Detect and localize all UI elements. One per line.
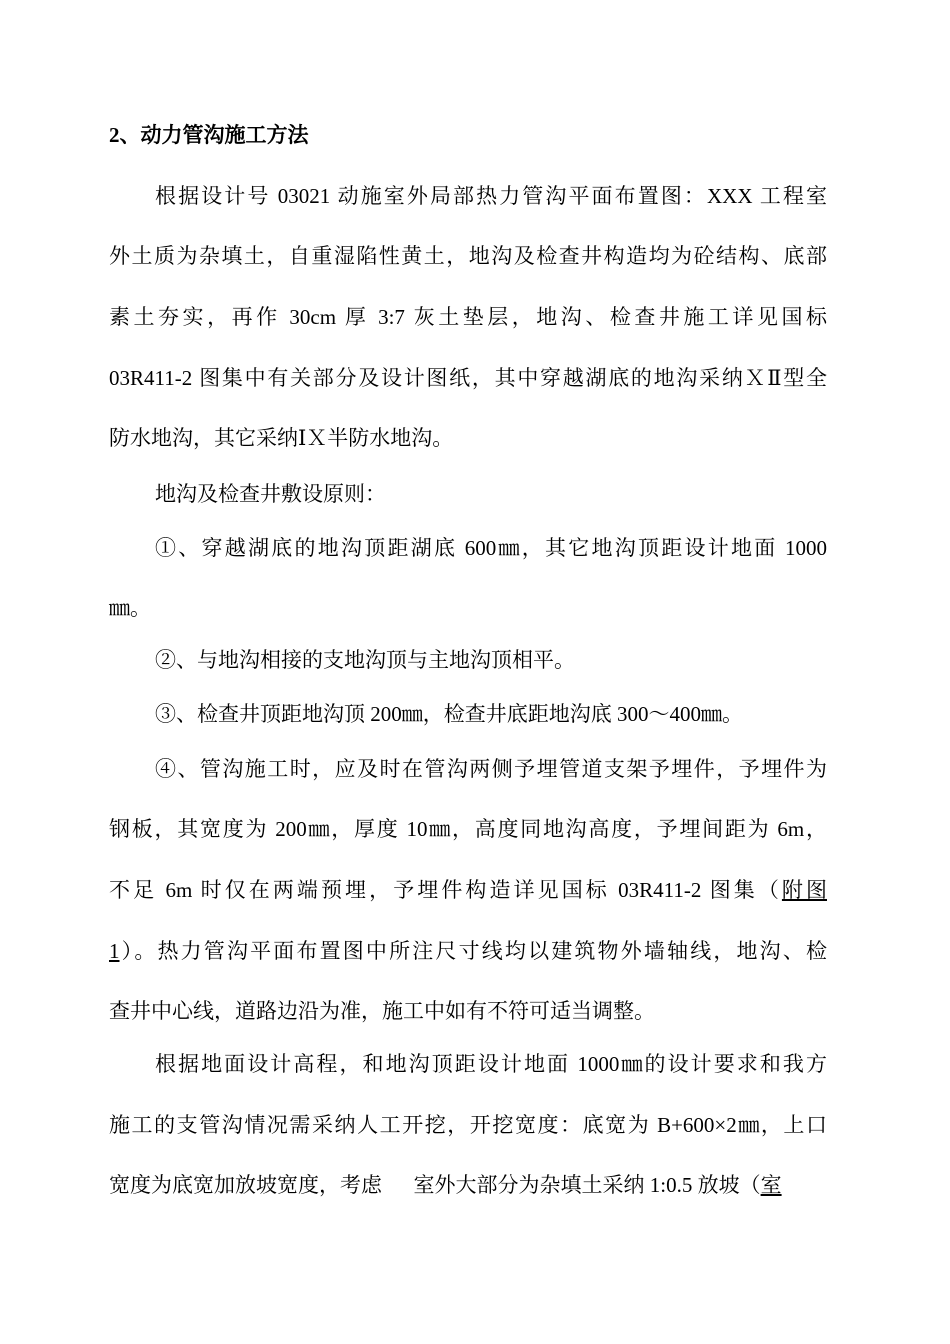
- list-item-line: ㎜。: [109, 596, 151, 620]
- paragraph-line: 防水地沟，其它采纳ⅠＸ半防水地沟。: [109, 426, 454, 450]
- list-item-line: 查井中心线，道路边沿为准，施工中如有不符可适当调整。: [109, 999, 655, 1023]
- list-item-line: [109, 876, 827, 904]
- list-item-line: ①、穿越湖底的地沟顶距湖底 600㎜，其它地沟顶距设计地面 1000: [155, 536, 827, 560]
- paragraph-line: 03R411-2 图集中有关部分及设计图纸，其中穿越湖底的地沟采纳ＸⅡ型全: [109, 366, 827, 390]
- list-item-line: ④、管沟施工时，应及时在管沟两侧予埋管道支架予埋件，予埋件为: [155, 757, 827, 781]
- appendix-link[interactable]: 附图: [781, 878, 827, 902]
- list-item-line: 钢板，其宽度为 200㎜，厚度 10㎜，高度同地沟高度，予埋间距为 6m，: [109, 817, 827, 841]
- paragraph-line: 素土夯实，再作 30cm 厚 3:7 灰土垫层，地沟、检查井施工详见国标: [109, 305, 827, 329]
- paragraph-line: 外土质为杂填土，自重湿陷性黄土，地沟及检查井构造均为砼结构、底部: [109, 244, 827, 268]
- paragraph-line: 根据地面设计高程，和地沟顶距设计地面 1000㎜的设计要求和我方: [155, 1052, 827, 1076]
- text-segment: 不足 6m 时仅在两端预埋，予埋件构造详见国标 03R411-2 图集（: [109, 878, 782, 902]
- list-item-line: ③、检查井顶距地沟顶 200㎜，检查井底距地沟底 300～400㎜。: [155, 702, 743, 726]
- paragraph-line: [109, 1171, 782, 1199]
- text-segment: ）。热力管沟平面布置图中所注尺寸线均以建筑物外墙轴线，地沟、检: [119, 939, 827, 963]
- paragraph-line: 根据设计号 03021 动施室外局部热力管沟平面布置图：XXX 工程室: [155, 184, 827, 208]
- paragraph-line: 施工的支管沟情况需采纳人工开挖，开挖宽度：底宽为 B+600×2㎜，上口: [109, 1113, 827, 1137]
- text-segment: 宽度为底宽加放坡宽度，考虑 室外大部分为杂填土采纳 1:0.5 放坡（: [109, 1173, 761, 1197]
- appendix-link[interactable]: 室: [760, 1173, 782, 1197]
- appendix-link[interactable]: 1: [109, 939, 120, 963]
- list-item-line: ②、与地沟相接的支地沟顶与主地沟顶相平。: [155, 648, 575, 672]
- list-item-line: [109, 937, 827, 965]
- section-heading: 2、动力管沟施工方法: [109, 123, 309, 147]
- paragraph-line: 地沟及检查井敷设原则：: [155, 482, 386, 506]
